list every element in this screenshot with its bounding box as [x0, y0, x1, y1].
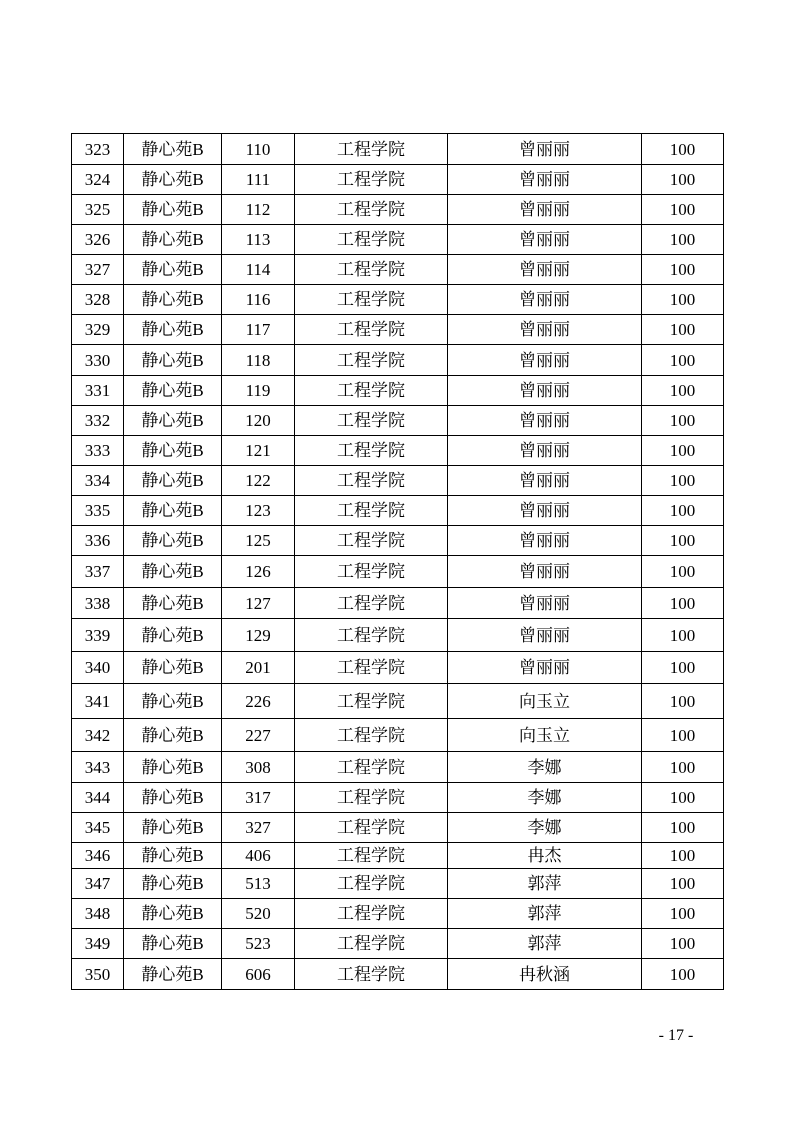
college-cell: 工程学院: [295, 719, 448, 752]
college-cell: 工程学院: [295, 285, 448, 315]
room-cell: 117: [222, 315, 295, 345]
row-number-cell: 328: [72, 285, 124, 315]
room-cell: 122: [222, 466, 295, 496]
table-row: [72, 783, 724, 813]
building-cell: 静心苑B: [124, 315, 222, 345]
row-number-cell: 345: [72, 813, 124, 843]
college-cell: 工程学院: [295, 619, 448, 652]
building-cell: 静心苑B: [124, 406, 222, 436]
row-number-cell: 333: [72, 436, 124, 466]
table-row: [72, 843, 724, 869]
counselor-cell: 李娜: [448, 752, 642, 783]
table-row: [72, 869, 724, 899]
counselor-cell: 曾丽丽: [448, 165, 642, 195]
counselor-cell: 曾丽丽: [448, 652, 642, 684]
table-row: [72, 752, 724, 783]
college-cell: 工程学院: [295, 843, 448, 869]
row-number-cell: 340: [72, 652, 124, 684]
room-cell: 226: [222, 684, 295, 719]
building-cell: 静心苑B: [124, 899, 222, 929]
table-row: [72, 134, 724, 165]
row-number-cell: 323: [72, 134, 124, 165]
row-number-cell: 350: [72, 959, 124, 990]
table-row: [72, 719, 724, 752]
row-number-cell: 336: [72, 526, 124, 556]
college-cell: 工程学院: [295, 345, 448, 376]
counselor-cell: 曾丽丽: [448, 496, 642, 526]
room-cell: 520: [222, 899, 295, 929]
building-cell: 静心苑B: [124, 719, 222, 752]
row-number-cell: 329: [72, 315, 124, 345]
counselor-cell: 李娜: [448, 813, 642, 843]
row-number-cell: 326: [72, 225, 124, 255]
score-cell: 100: [642, 466, 724, 496]
counselor-cell: 李娜: [448, 783, 642, 813]
building-cell: 静心苑B: [124, 959, 222, 990]
score-cell: 100: [642, 225, 724, 255]
table-row: [72, 684, 724, 719]
room-cell: 317: [222, 783, 295, 813]
college-cell: 工程学院: [295, 684, 448, 719]
table-row: [72, 619, 724, 652]
building-cell: 静心苑B: [124, 225, 222, 255]
building-cell: 静心苑B: [124, 165, 222, 195]
counselor-cell: 曾丽丽: [448, 588, 642, 619]
score-cell: 100: [642, 255, 724, 285]
score-cell: 100: [642, 899, 724, 929]
room-cell: 123: [222, 496, 295, 526]
college-cell: 工程学院: [295, 783, 448, 813]
counselor-cell: 曾丽丽: [448, 556, 642, 588]
score-cell: 100: [642, 406, 724, 436]
room-cell: 110: [222, 134, 295, 165]
row-number-cell: 347: [72, 869, 124, 899]
table-row: [72, 556, 724, 588]
college-cell: 工程学院: [295, 195, 448, 225]
counselor-cell: 曾丽丽: [448, 134, 642, 165]
building-cell: 静心苑B: [124, 929, 222, 959]
building-cell: 静心苑B: [124, 345, 222, 376]
counselor-cell: 曾丽丽: [448, 619, 642, 652]
score-cell: 100: [642, 869, 724, 899]
table-row: [72, 195, 724, 225]
score-cell: 100: [642, 436, 724, 466]
table-row: [72, 652, 724, 684]
counselor-cell: 曾丽丽: [448, 315, 642, 345]
room-cell: 118: [222, 345, 295, 376]
building-cell: 静心苑B: [124, 783, 222, 813]
room-cell: 114: [222, 255, 295, 285]
college-cell: 工程学院: [295, 376, 448, 406]
score-cell: 100: [642, 526, 724, 556]
room-cell: 116: [222, 285, 295, 315]
college-cell: 工程学院: [295, 225, 448, 255]
table-row: [72, 315, 724, 345]
row-number-cell: 335: [72, 496, 124, 526]
room-cell: 121: [222, 436, 295, 466]
college-cell: 工程学院: [295, 496, 448, 526]
score-cell: 100: [642, 496, 724, 526]
room-cell: 523: [222, 929, 295, 959]
counselor-cell: 曾丽丽: [448, 466, 642, 496]
counselor-cell: 曾丽丽: [448, 526, 642, 556]
table-row: [72, 376, 724, 406]
score-cell: 100: [642, 843, 724, 869]
counselor-cell: 冉杰: [448, 843, 642, 869]
score-cell: 100: [642, 588, 724, 619]
college-cell: 工程学院: [295, 929, 448, 959]
counselor-cell: 曾丽丽: [448, 285, 642, 315]
building-cell: 静心苑B: [124, 752, 222, 783]
college-cell: 工程学院: [295, 588, 448, 619]
counselor-cell: 曾丽丽: [448, 376, 642, 406]
row-number-cell: 346: [72, 843, 124, 869]
room-cell: 119: [222, 376, 295, 406]
counselor-cell: 曾丽丽: [448, 345, 642, 376]
row-number-cell: 344: [72, 783, 124, 813]
score-cell: 100: [642, 315, 724, 345]
college-cell: 工程学院: [295, 134, 448, 165]
score-cell: 100: [642, 752, 724, 783]
table-row: [72, 345, 724, 376]
row-number-cell: 342: [72, 719, 124, 752]
table-row: [72, 526, 724, 556]
building-cell: 静心苑B: [124, 869, 222, 899]
building-cell: 静心苑B: [124, 843, 222, 869]
table-row: [72, 959, 724, 990]
college-cell: 工程学院: [295, 813, 448, 843]
table-row: [72, 588, 724, 619]
table-row: [72, 436, 724, 466]
building-cell: 静心苑B: [124, 684, 222, 719]
counselor-cell: 曾丽丽: [448, 225, 642, 255]
building-cell: 静心苑B: [124, 436, 222, 466]
counselor-cell: 曾丽丽: [448, 406, 642, 436]
college-cell: 工程学院: [295, 255, 448, 285]
room-cell: 227: [222, 719, 295, 752]
counselor-cell: 向玉立: [448, 719, 642, 752]
building-cell: 静心苑B: [124, 652, 222, 684]
room-cell: 406: [222, 843, 295, 869]
table-row: [72, 285, 724, 315]
room-cell: 126: [222, 556, 295, 588]
score-cell: 100: [642, 959, 724, 990]
room-cell: 127: [222, 588, 295, 619]
score-cell: 100: [642, 813, 724, 843]
room-cell: 308: [222, 752, 295, 783]
room-cell: 113: [222, 225, 295, 255]
table-row: [72, 255, 724, 285]
building-cell: 静心苑B: [124, 134, 222, 165]
row-number-cell: 348: [72, 899, 124, 929]
row-number-cell: 337: [72, 556, 124, 588]
score-cell: 100: [642, 929, 724, 959]
counselor-cell: 郭萍: [448, 869, 642, 899]
building-cell: 静心苑B: [124, 556, 222, 588]
score-cell: 100: [642, 285, 724, 315]
table-row: [72, 496, 724, 526]
counselor-cell: 向玉立: [448, 684, 642, 719]
row-number-cell: 339: [72, 619, 124, 652]
row-number-cell: 325: [72, 195, 124, 225]
building-cell: 静心苑B: [124, 619, 222, 652]
row-number-cell: 324: [72, 165, 124, 195]
college-cell: 工程学院: [295, 165, 448, 195]
counselor-cell: 冉秋涵: [448, 959, 642, 990]
college-cell: 工程学院: [295, 652, 448, 684]
college-cell: 工程学院: [295, 315, 448, 345]
table-row: [72, 899, 724, 929]
college-cell: 工程学院: [295, 406, 448, 436]
building-cell: 静心苑B: [124, 376, 222, 406]
building-cell: 静心苑B: [124, 285, 222, 315]
row-number-cell: 330: [72, 345, 124, 376]
building-cell: 静心苑B: [124, 466, 222, 496]
room-cell: 111: [222, 165, 295, 195]
table-body: [72, 134, 724, 990]
building-cell: 静心苑B: [124, 255, 222, 285]
building-cell: 静心苑B: [124, 526, 222, 556]
room-cell: 120: [222, 406, 295, 436]
room-cell: 201: [222, 652, 295, 684]
score-cell: 100: [642, 134, 724, 165]
building-cell: 静心苑B: [124, 813, 222, 843]
college-cell: 工程学院: [295, 752, 448, 783]
room-cell: 606: [222, 959, 295, 990]
score-cell: 100: [642, 719, 724, 752]
building-cell: 静心苑B: [124, 496, 222, 526]
table-row: [72, 406, 724, 436]
score-cell: 100: [642, 652, 724, 684]
college-cell: 工程学院: [295, 899, 448, 929]
table-row: [72, 466, 724, 496]
table-row: [72, 813, 724, 843]
table-row: [72, 929, 724, 959]
counselor-cell: 郭萍: [448, 899, 642, 929]
room-cell: 513: [222, 869, 295, 899]
counselor-cell: 郭萍: [448, 929, 642, 959]
score-cell: 100: [642, 195, 724, 225]
counselor-cell: 曾丽丽: [448, 255, 642, 285]
row-number-cell: 331: [72, 376, 124, 406]
row-number-cell: 327: [72, 255, 124, 285]
counselor-cell: 曾丽丽: [448, 195, 642, 225]
row-number-cell: 334: [72, 466, 124, 496]
row-number-cell: 343: [72, 752, 124, 783]
score-cell: 100: [642, 619, 724, 652]
row-number-cell: 341: [72, 684, 124, 719]
row-number-cell: 332: [72, 406, 124, 436]
college-cell: 工程学院: [295, 959, 448, 990]
dormitory-table: [71, 133, 724, 990]
room-cell: 125: [222, 526, 295, 556]
score-cell: 100: [642, 345, 724, 376]
building-cell: 静心苑B: [124, 588, 222, 619]
building-cell: 静心苑B: [124, 195, 222, 225]
college-cell: 工程学院: [295, 466, 448, 496]
score-cell: 100: [642, 165, 724, 195]
score-cell: 100: [642, 556, 724, 588]
counselor-cell: 曾丽丽: [448, 436, 642, 466]
college-cell: 工程学院: [295, 556, 448, 588]
table-row: [72, 165, 724, 195]
score-cell: 100: [642, 783, 724, 813]
score-cell: 100: [642, 684, 724, 719]
room-cell: 327: [222, 813, 295, 843]
table-row: [72, 225, 724, 255]
page-number: - 17 -: [658, 1027, 694, 1044]
college-cell: 工程学院: [295, 436, 448, 466]
room-cell: 129: [222, 619, 295, 652]
college-cell: 工程学院: [295, 869, 448, 899]
score-cell: 100: [642, 376, 724, 406]
row-number-cell: 349: [72, 929, 124, 959]
room-cell: 112: [222, 195, 295, 225]
row-number-cell: 338: [72, 588, 124, 619]
college-cell: 工程学院: [295, 526, 448, 556]
